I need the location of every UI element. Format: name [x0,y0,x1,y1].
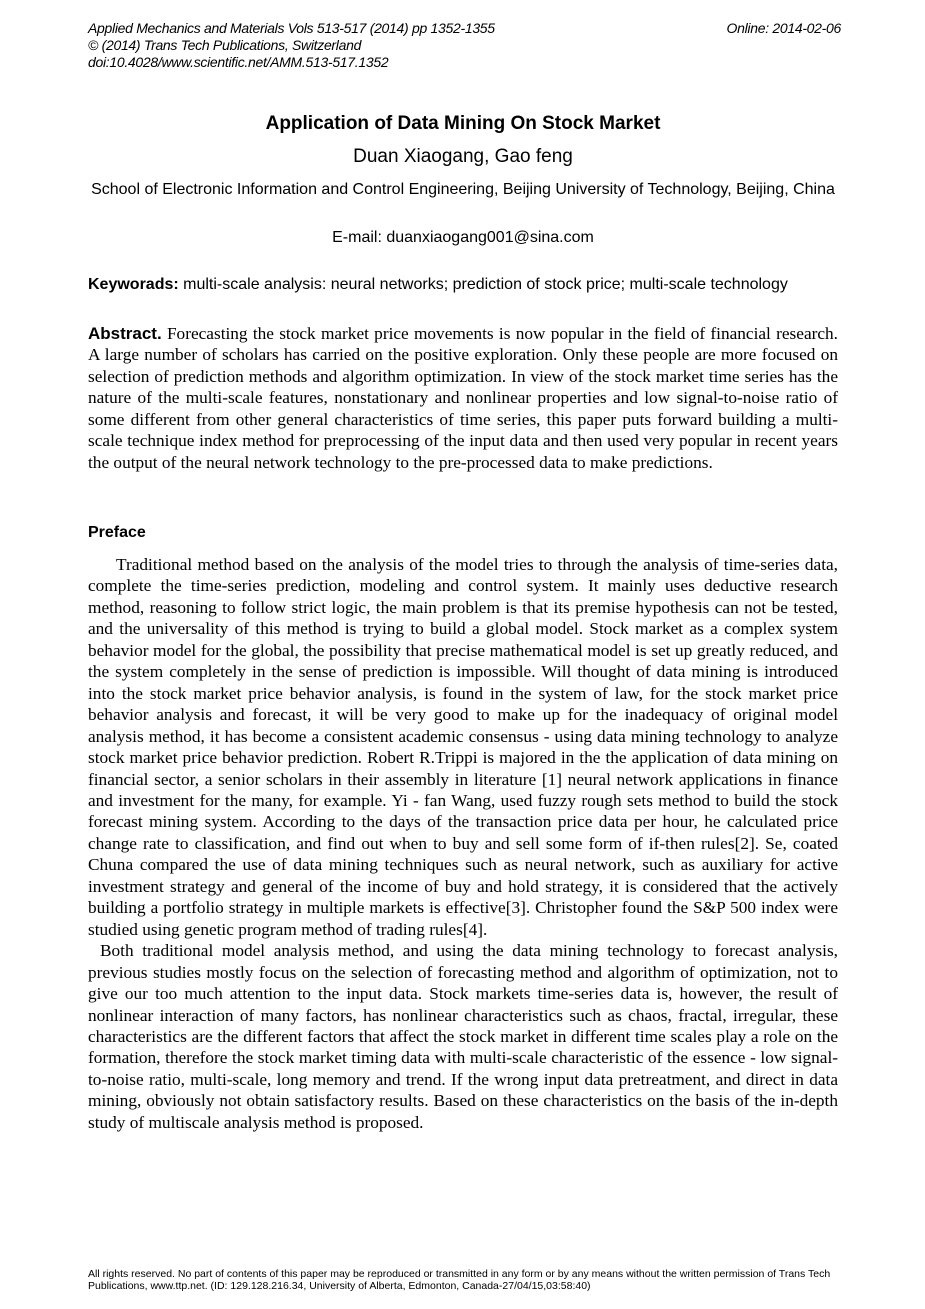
abstract [88,323,838,473]
paragraph: Both traditional model analysis method, and using the data mining technology to forecast analysis, previous studies mostly focus on the selection of forecasting method and algorithm of optimization, not to give our too much attention to the input data. Stock markets time-series data is, however, the result of nonlinear interaction of many factors, has nonlinear characteristics such as chaos, fractal, irregular, these characteristics are the different factors that affect the stock market in different time scales play a role on the formation, therefore the stock market timing data with multi-scale characteristic of the essence - low signal-to-noise ratio, multi-scale, long memory and trend. If the wrong input data pretreatment, and direct in data mining, obviously not obtain satisfactory results. Based on these characteristics on the basis of the in-depth study of multiscale analysis method is proposed. [88,941,838,1132]
doi: doi:10.4028/www.scientific.net/AMM.513-517.1352 [88,54,389,70]
keywords [88,276,848,294]
abstract-text: Forecasting the stock market price movements is now popular in the field of financial research. A large number of scholars has carried on the positive exploration. Only these people are more focused on selection of prediction methods and algorithm optimization. In view of the stock market time series has the nature of the multi-scale features, nonstationary and nonlinear properties and low signal-to-noise ratio of some different from other general characteristics of time series, this paper puts forward building a multi-scale technique index method for preprocessing of the input data and then used very popular in recent years the output of the neural network technology to the pre-processed data to make predictions. [88,324,838,472]
preface-body [88,554,838,1133]
affiliation: School of Electronic Information and Control Engineering, Beijing University of Technology, Beijing, China [91,181,835,198]
paper-title: Application of Data Mining On Stock Market [265,113,661,134]
journal-header [88,20,495,71]
authors: Duan Xiaogang, Gao feng [353,146,573,167]
email: E-mail: duanxiaogang001@sina.com [332,229,594,246]
section-heading-preface: Preface [88,524,146,541]
paragraph: Traditional method based on the analysis of the model tries to through the analysis of time-series data, complete the time-series prediction, modeling and control system. It mainly uses deductive research method, reasoning to follow strict logic, the main problem is that its premise hypothesis can not be tested, and the universality of this method is trying to build a global model. Stock market as a complex system behavior model for the global, the possibility that precise mathematical model is set up greatly reduced, and the system completely in the sense of prediction is impossible. Will thought of data mining is introduced into the stock market price behavior analysis, is found in the system of law, for the stock market price behavior analysis and forecast, it will be very good to make up for the inadequacy of original model analysis method, it has become a consistent academic consensus - using data mining technology to analyze stock market price behavior prediction. Robert R.Trippi is majored in the the application of data mining on financial sector, a senior scholars in their assembly in literature [1] neural network applications in finance and investment for the many, for example. Yi - fan Wang, used fuzzy rough sets method to build the stock forecast mining system. According to the days of the transaction price data per hour, he calculated price change rate to classification, and find out when to buy and sell some form of if-then rules[2]. Se, coated Chuna compared the use of data mining techniques such as neural network, such as auxiliary for active investment strategy and general of the income of buy and hold strategy, it is considered that the actively building a portfolio strategy in multiple markets is effective[3]. Christopher found the S&P 500 index were studied using genetic program method of trading rules[4]. [88,555,838,939]
online-date: Online: 2014-02-06 [726,20,841,36]
footer-rights: All rights reserved. No part of contents of this paper may be reproduced or transmitted in any form or by any means without the written permission of Trans Tech Publications, www.ttp.net. (ID: 129.128.216.34, University of Alberta, Edmonton, Canada-27/04/15,03:58:40) [88,1268,831,1292]
copyright: © (2014) Trans Tech Publications, Switzerland [88,37,362,53]
abstract-label: Abstract. [88,324,162,343]
keywords-label: Keyworads: [88,276,179,293]
journal-citation: Applied Mechanics and Materials Vols 513-517 (2014) pp 1352-1355 [88,20,495,36]
keywords-text: multi-scale analysis: neural networks; prediction of stock price; multi-scale technology [178,276,788,293]
